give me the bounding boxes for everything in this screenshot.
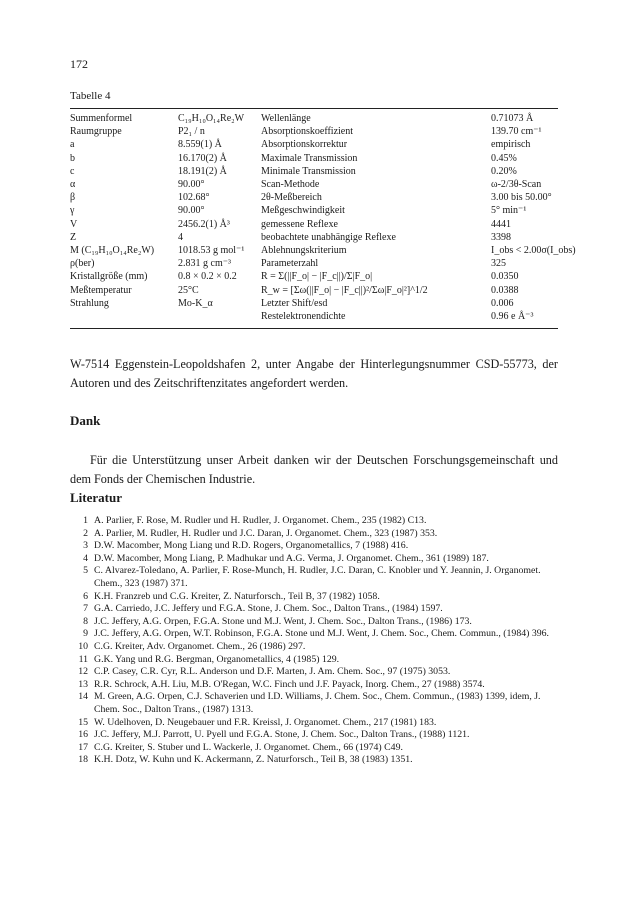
reference-item — [70, 729, 558, 742]
table-row — [70, 310, 558, 323]
cell-value: 1018.53 g mol⁻¹ — [178, 245, 245, 257]
cell-measurement: Letzter Shift/esd — [261, 297, 328, 309]
reference-item — [70, 754, 558, 767]
cell-measurement-value: 0.0350 — [491, 271, 519, 283]
cell-value — [178, 310, 261, 323]
table-row — [70, 165, 558, 178]
paragraph-continuation: W-7514 Eggenstein-Leopoldshafen 2, unter Angabe der Hinterlegungsnummer CSD-55773, der Autoren und des Zeitschriftenzitates angefordert werden. — [70, 357, 558, 390]
cell-value: 16.170(2) Å — [178, 152, 227, 164]
cell-measurement: Scan-Methode — [261, 179, 320, 191]
cell-measurement-value: 3.00 bis 50.00° — [491, 192, 552, 204]
heading-dank: Dank — [70, 413, 101, 428]
cell-measurement: Maximale Transmission — [261, 152, 358, 164]
cell-measurement-value: empirisch — [491, 139, 531, 151]
reference-number: 16 — [78, 729, 88, 741]
cell-measurement: R_w = [Σω(||F_o| − |F_c||)²/Σω|F_o|²]^1/2 — [261, 284, 428, 296]
cell-value: C₁₉H₁₀O₁₄Re₂W — [178, 113, 245, 124]
cell-parameter: Z — [70, 231, 77, 243]
table-row — [70, 270, 558, 283]
cell-measurement: Absorptionskorrektur — [261, 139, 348, 151]
table-bottom-rule — [70, 328, 558, 329]
data-table — [70, 112, 576, 323]
reference-text: W. Udelhoven, D. Neugebauer und F.R. Kreissl, J. Organomet. Chem., 217 (1981) 183. — [94, 716, 437, 728]
reference-item — [70, 603, 558, 616]
cell-measurement: Wellenlänge — [261, 113, 311, 124]
cell-measurement: Parameterzahl — [261, 258, 319, 270]
table-row — [70, 284, 558, 297]
cell-parameter: V — [70, 218, 78, 230]
cell-measurement-value: 5° min⁻¹ — [491, 205, 527, 217]
table-row — [70, 297, 558, 310]
cell-measurement: R = Σ(||F_o| − |F_c||)/Σ|F_o| — [261, 271, 373, 283]
reference-number: 13 — [78, 678, 88, 690]
reference-number: 9 — [83, 628, 88, 640]
reference-number: 10 — [78, 640, 88, 652]
cell-measurement-value: 4441 — [491, 218, 511, 230]
cell-parameter: a — [70, 139, 75, 151]
cell-parameter: γ — [70, 205, 75, 217]
reference-item — [70, 591, 558, 604]
reference-item — [70, 666, 558, 679]
cell-parameter: ρ(ber) — [70, 258, 95, 270]
reference-number: 5 — [83, 565, 88, 577]
cell-value: 8.559(1) Å — [178, 139, 222, 151]
table-caption: Tabelle 4 — [70, 90, 111, 102]
reference-text: C.P. Casey, C.R. Cyr, R.L. Anderson und D.F. Marten, J. Am. Chem. Soc., 97 (1975) 3053. — [94, 666, 451, 678]
cell-value: 102.68° — [178, 192, 210, 204]
reference-item — [70, 742, 558, 755]
heading-literatur: Literatur — [70, 490, 122, 505]
reference-text: A. Parlier, M. Rudler, H. Rudler und J.C. Daran, J. Organomet. Chem., 323 (1987) 353. — [94, 527, 438, 539]
reference-text: D.W. Macomber, Mong Liang, P. Madhukar und A.G. Verma, J. Organomet. Chem., 361 (1989) 187. — [94, 552, 489, 564]
cell-measurement-value: 325 — [491, 258, 506, 270]
table-row — [70, 112, 558, 125]
reference-text: J.C. Jeffery, M.J. Parrott, U. Pyell und F.G.A. Stone, J. Chem. Soc., Dalton Trans., (1988) 1121. — [94, 729, 470, 741]
cell-parameter: Strahlung — [70, 297, 109, 309]
table-row — [70, 138, 558, 151]
cell-measurement: Minimale Transmission — [261, 165, 356, 177]
reference-number: 8 — [83, 615, 88, 627]
cell-parameter: Summenformel — [70, 113, 133, 124]
reference-item — [70, 654, 558, 667]
reference-number: 6 — [83, 590, 88, 602]
table-row — [70, 204, 558, 217]
cell-measurement-value: 0.0388 — [491, 284, 519, 296]
reference-number: 4 — [83, 552, 88, 564]
cell-value: 25°C — [178, 284, 199, 296]
cell-measurement-value: I_obs < 2.00σ(I_obs) — [491, 245, 576, 257]
cell-value: 2.831 g cm⁻³ — [178, 258, 231, 270]
cell-measurement: Meßgeschwindigkeit — [261, 205, 345, 217]
page-number: 172 — [70, 57, 88, 71]
reference-text: M. Green, A.G. Orpen, C.J. Schaverien und I.D. Williams, J. Chem. Soc., Chem. Commun., (1983) 1399, idem, J. Chem. Soc., Dalton Trans., (1987) 1313. — [94, 691, 541, 715]
reference-text: A. Parlier, F. Rose, M. Rudler und H. Rudler, J. Organomet. Chem., 235 (1982) C13. — [94, 515, 427, 526]
reference-item — [70, 553, 558, 566]
cell-parameter: M (C₁₉H₁₀O₁₄Re₂W) — [70, 245, 155, 257]
cell-measurement: 2θ-Meßbereich — [261, 192, 322, 204]
cell-measurement: Ablehnungskriterium — [261, 245, 347, 257]
reference-number: 12 — [78, 666, 88, 678]
table-row — [70, 178, 558, 191]
reference-text: R.R. Schrock, A.H. Liu, M.B. O'Regan, W.C. Finch und J.F. Payack, Inorg. Chem., 27 (1988) 3574. — [94, 678, 485, 690]
reference-text: G.A. Carriedo, J.C. Jeffery und F.G.A. Stone, J. Chem. Soc., Dalton Trans., (1984) 1597. — [94, 603, 443, 615]
reference-item — [70, 641, 558, 654]
cell-parameter: α — [70, 179, 76, 191]
reference-number: 17 — [78, 741, 88, 753]
cell-parameter: c — [70, 165, 75, 177]
cell-value: 18.191(2) Å — [178, 165, 227, 177]
cell-measurement-value: 0.45% — [491, 152, 517, 164]
table-row — [70, 125, 558, 138]
reference-text: J.C. Jeffery, A.G. Orpen, F.G.A. Stone und M.J. Went, J. Chem. Soc., Dalton Trans., (1986) 173. — [94, 615, 472, 627]
table-top-rule — [70, 108, 558, 109]
cell-measurement-value: 3398 — [491, 231, 511, 243]
reference-item — [70, 616, 558, 629]
cell-measurement-value: 0.96 e Å⁻³ — [491, 311, 534, 323]
cell-value: 0.8 × 0.2 × 0.2 — [178, 271, 237, 283]
cell-measurement-value: 0.71073 Å — [491, 113, 534, 124]
reference-number: 2 — [83, 527, 88, 539]
cell-parameter: Meßtemperatur — [70, 284, 132, 296]
table-row — [70, 152, 558, 165]
cell-measurement: beobachtete unabhängige Reflexe — [261, 231, 396, 243]
reference-item — [70, 628, 558, 641]
cell-measurement-value: 139.70 cm⁻¹ — [491, 126, 542, 138]
reference-item — [70, 717, 558, 730]
reference-item — [70, 528, 558, 541]
table-row — [70, 191, 558, 204]
reference-number: 18 — [78, 754, 88, 766]
cell-parameter: Raumgruppe — [70, 126, 122, 138]
cell-measurement-value: 0.006 — [491, 297, 514, 309]
paragraph-thanks: Für die Unterstützung unser Arbeit danken wir der Deutschen Forschungsgemeinschaft und dem Fonds der Chemischen Industrie. — [70, 453, 558, 486]
reference-item — [70, 515, 558, 528]
reference-number: 15 — [78, 716, 88, 728]
cell-parameter — [70, 310, 178, 323]
cell-value: 2456.2(1) Å³ — [178, 218, 230, 230]
table-row — [70, 231, 558, 244]
reference-text: C.G. Kreiter, Adv. Organomet. Chem., 26 (1986) 297. — [94, 640, 306, 652]
cell-value: 4 — [178, 231, 183, 243]
reference-text: J.C. Jeffery, A.G. Orpen, W.T. Robinson, F.G.A. Stone und M.J. Went, J. Chem. Soc., Chem. Commun., (1984) 396. — [94, 628, 549, 640]
cell-measurement: Absorptionskoeffizient — [261, 126, 354, 138]
reference-number: 14 — [78, 691, 88, 703]
reference-item — [70, 540, 558, 553]
table-row — [70, 244, 576, 257]
cell-measurement-value: ω-2/3θ-Scan — [491, 179, 542, 191]
cell-value: P2₁ / n — [178, 126, 205, 138]
reference-item — [70, 565, 558, 590]
reference-text: G.K. Yang und R.G. Bergman, Organometallics, 4 (1985) 129. — [94, 653, 340, 665]
reference-number: 11 — [78, 653, 88, 665]
reference-text: C.G. Kreiter, S. Stuber und L. Wackerle, J. Organomet. Chem., 66 (1974) C49. — [94, 741, 403, 753]
table-row — [70, 257, 558, 270]
table-row — [70, 218, 558, 231]
reference-number: 7 — [83, 603, 88, 615]
reference-list — [70, 515, 558, 767]
reference-text: K.H. Dotz, W. Kuhn und K. Ackermann, Z. Naturforsch., Teil B, 38 (1983) 1351. — [94, 754, 413, 766]
cell-parameter: b — [70, 152, 75, 164]
reference-item — [70, 691, 558, 716]
reference-text: D.W. Macomber, Mong Liang und R.D. Rogers, Organometallics, 7 (1988) 416. — [94, 540, 409, 552]
cell-value: 90.00° — [178, 179, 205, 191]
reference-text: C. Alvarez-Toledano, A. Parlier, F. Rose-Munch, H. Rudler, J.C. Daran, C. Knobler und Y. Jeannin, J. Organomet. Chem., 323 (1987) 371. — [94, 565, 541, 589]
reference-text: K.H. Franzreb und C.G. Kreiter, Z. Naturforsch., Teil B, 37 (1982) 1058. — [94, 590, 380, 602]
cell-parameter: β — [70, 192, 76, 204]
reference-item — [70, 679, 558, 692]
cell-measurement: gemessene Reflexe — [261, 218, 338, 230]
cell-parameter: Kristallgröße (mm) — [70, 271, 148, 283]
reference-number: 1 — [83, 515, 88, 526]
cell-measurement: Restelektronendichte — [261, 311, 346, 323]
cell-measurement-value: 0.20% — [491, 165, 517, 177]
cell-value: 90.00° — [178, 205, 205, 217]
cell-value: Mo-K_α — [178, 297, 213, 309]
reference-number: 3 — [83, 540, 88, 552]
